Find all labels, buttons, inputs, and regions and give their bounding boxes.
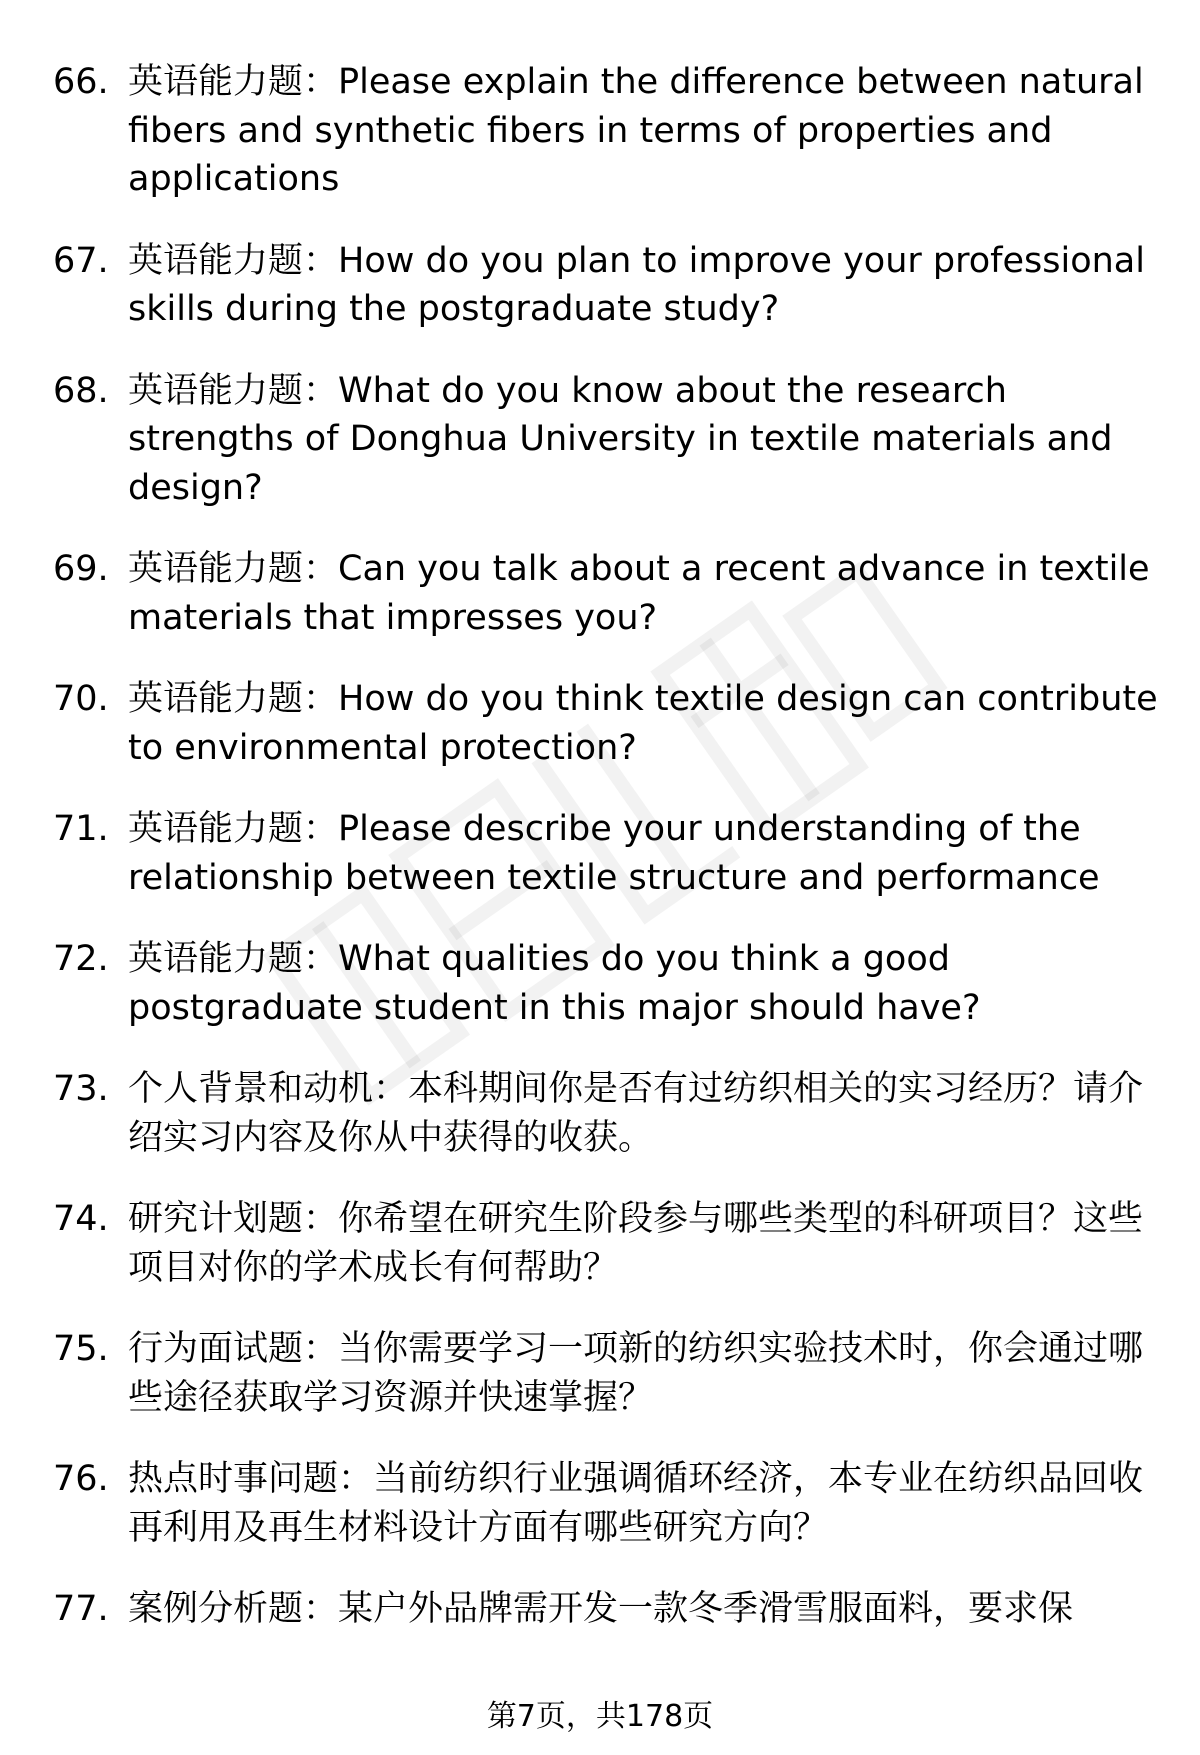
page-footer	[0, 1697, 1200, 1737]
question-text: 英语能力题：Can you talk about a recent advance in textile materials that impresses you?	[128, 549, 1150, 638]
question-item	[0, 1195, 1200, 1292]
question-item	[0, 675, 1200, 772]
question-text: 案例分析题：某户外品牌需开发一款冬季滑雪服面料，要求保	[128, 1589, 1074, 1629]
question-number: 68.	[53, 370, 109, 411]
page-number-label: 第7页，共178页	[486, 1699, 714, 1734]
question-item	[0, 935, 1200, 1032]
question-number: 69.	[53, 549, 109, 589]
question-text: 英语能力题：Please explain the difference between natural fibers and synthetic fibers in terms of properties and applications	[128, 62, 1144, 199]
question-list	[0, 58, 1200, 1667]
question-number: 72.	[53, 939, 109, 979]
question-text: 热点时事问题：当前纺织行业强调循环经济，本专业在纺织品回收再利用及再生材料设计方面有哪些研究方向？	[128, 1459, 1144, 1548]
question-item	[0, 1065, 1200, 1162]
question-item	[0, 58, 1200, 204]
question-number: 70.	[53, 679, 109, 719]
question-text: 个人背景和动机：本科期间你是否有过纺织相关的实习经历？请介绍实习内容及你从中获得的收获。	[128, 1069, 1144, 1158]
question-text: 英语能力题：What qualities do you think a good postgraduate student in this major should have?	[128, 939, 981, 1028]
question-number: 74.	[53, 1199, 109, 1239]
question-text: 英语能力题：Please describe your understanding of the relationship between textile structure and performance	[128, 809, 1100, 898]
question-item	[0, 545, 1200, 642]
question-number: 71.	[53, 809, 109, 849]
question-number: 76.	[53, 1459, 109, 1499]
question-number: 67.	[53, 240, 109, 281]
question-item	[0, 1585, 1200, 1634]
question-text: 英语能力题：How do you plan to improve your professional skills during the postgraduate study?	[128, 240, 1145, 329]
question-text: 英语能力题：What do you know about the research strengths of Donghua University in textile materials and design?	[128, 370, 1113, 508]
question-number: 73.	[53, 1069, 109, 1109]
question-item	[0, 237, 1200, 334]
question-item	[0, 1455, 1200, 1552]
question-text: 研究计划题：你希望在研究生阶段参与哪些类型的科研项目？这些项目对你的学术成长有何帮助？	[128, 1199, 1144, 1288]
question-item	[0, 805, 1200, 902]
question-number: 77.	[53, 1589, 109, 1629]
question-number: 75.	[53, 1329, 109, 1369]
question-item	[0, 367, 1200, 513]
question-item	[0, 1325, 1200, 1422]
question-text: 英语能力题：How do you think textile design can contribute to environmental protection?	[128, 679, 1158, 768]
question-text: 行为面试题：当你需要学习一项新的纺织实验技术时，你会通过哪些途径获取学习资源并快速掌握？	[128, 1329, 1144, 1418]
question-number: 66.	[53, 62, 109, 102]
